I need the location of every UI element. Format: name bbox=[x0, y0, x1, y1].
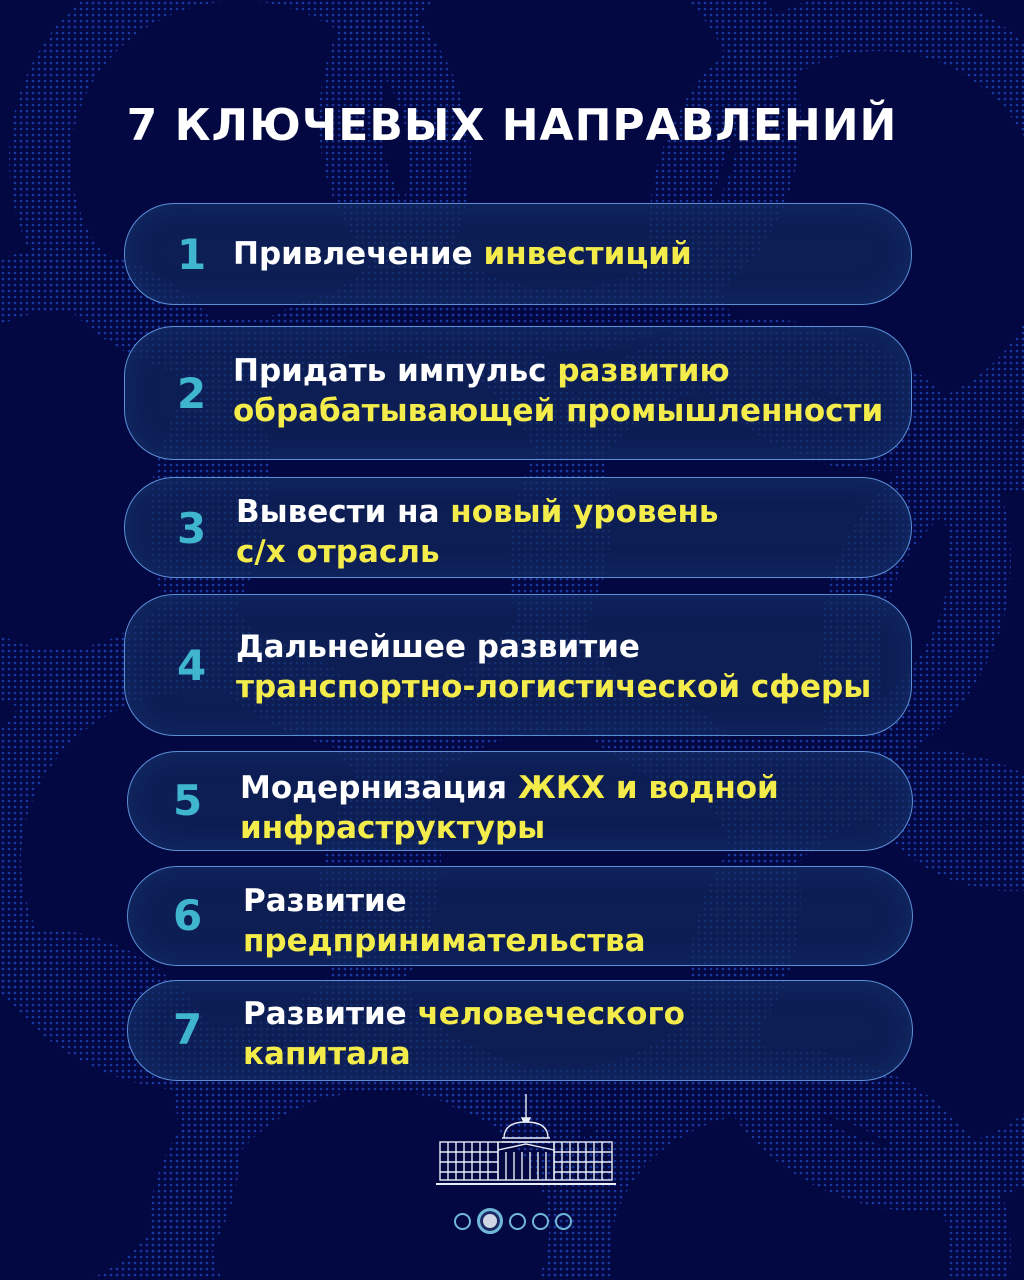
government-building-icon bbox=[436, 1092, 616, 1188]
pagination-dots bbox=[454, 1208, 572, 1234]
pagination-dot-5[interactable] bbox=[555, 1213, 572, 1230]
direction-card-6 bbox=[127, 866, 913, 966]
direction-text: Развитие человеческого капитала bbox=[243, 996, 685, 1072]
direction-number: 1 bbox=[177, 230, 207, 279]
direction-card-5 bbox=[127, 751, 913, 851]
direction-number: 6 bbox=[173, 891, 203, 940]
direction-card-1 bbox=[124, 203, 912, 305]
pagination-dot-1[interactable] bbox=[454, 1213, 471, 1230]
direction-card-4 bbox=[124, 594, 912, 736]
direction-card-7 bbox=[127, 980, 913, 1081]
direction-number: 5 bbox=[173, 776, 203, 825]
direction-card-3 bbox=[124, 477, 912, 578]
direction-text: Придать импульс развитию обрабатывающей промышленности bbox=[233, 353, 884, 429]
direction-number: 3 bbox=[177, 504, 207, 553]
direction-text: Дальнейшее развитие транспортно-логистической сферы bbox=[236, 629, 872, 705]
direction-text: Вывести на новый уровень с/х отрасль bbox=[236, 494, 719, 570]
pagination-dot-2-active[interactable] bbox=[477, 1208, 503, 1234]
direction-number: 7 bbox=[173, 1005, 203, 1054]
pagination-dot-3[interactable] bbox=[509, 1213, 526, 1230]
direction-number: 4 bbox=[177, 641, 207, 690]
direction-number: 2 bbox=[177, 369, 207, 418]
direction-text: Модернизация ЖКХ и водной инфраструктуры bbox=[240, 770, 779, 846]
pagination-dot-4[interactable] bbox=[532, 1213, 549, 1230]
direction-card-2 bbox=[124, 326, 912, 460]
page-title: 7 КЛЮЧЕВЫХ НАПРАВЛЕНИЙ bbox=[126, 100, 898, 151]
direction-text: Привлечение инвестиций bbox=[233, 236, 692, 272]
direction-text: Развитие предпринимательства bbox=[243, 883, 646, 959]
